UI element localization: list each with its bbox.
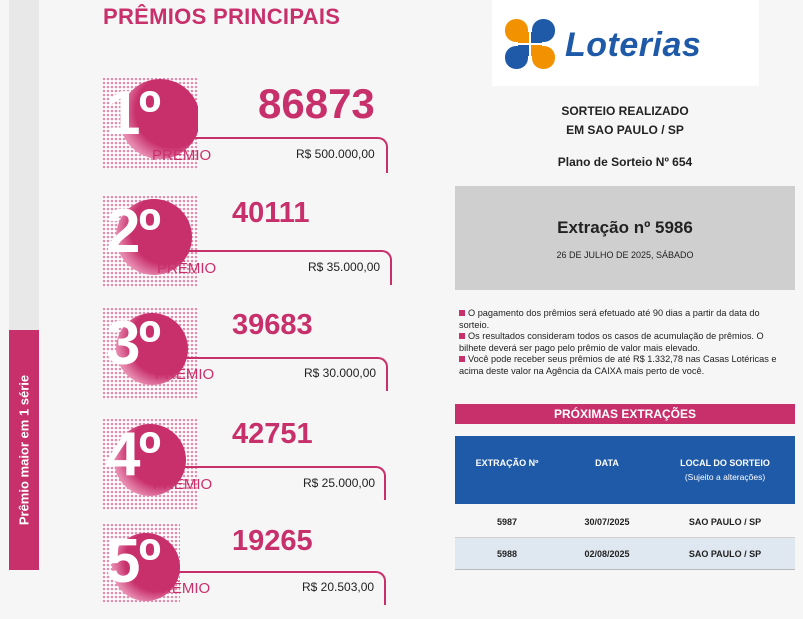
- ordinal: 1º: [106, 79, 160, 148]
- prize-row-1: [100, 77, 400, 177]
- note-text: Os resultados consideram todos os casos de acumulação de prêmios. O bilhete deverá ser pago pelo prêmio de valor mais elevado.: [459, 331, 764, 353]
- cell-data: 30/07/2025: [584, 517, 630, 527]
- table-row: [455, 538, 795, 570]
- logo-wordmark: Loterias: [565, 26, 702, 64]
- ordinal: 5º: [106, 527, 160, 596]
- prize-row-3: [100, 307, 400, 407]
- table-header: [455, 436, 795, 504]
- clover-logo-icon: [504, 18, 556, 70]
- proximas-heading: PRÓXIMAS EXTRAÇÕES: [455, 404, 795, 424]
- sorteio-line-1: SORTEIO REALIZADO: [561, 104, 689, 118]
- prize-label: PRÊMIO: [152, 147, 212, 164]
- prize-number: 86873: [258, 80, 375, 127]
- plano-sorteio: Plano de Sorteio Nº 654: [557, 155, 693, 169]
- sorteio-line-2: EM SAO PAULO / SP: [566, 123, 684, 137]
- ordinal: 4º: [106, 420, 160, 489]
- note-item: [459, 331, 789, 354]
- side-strip-top: [9, 0, 39, 330]
- prize-row-2: [100, 195, 400, 295]
- cell-data: 02/08/2025: [584, 549, 630, 559]
- prize-value: R$ 500.000,00: [296, 147, 375, 161]
- prize-value: R$ 25.000,00: [303, 476, 376, 490]
- prize-row-4: [100, 418, 400, 518]
- table-row: [455, 506, 795, 538]
- note-text: O pagamento dos prêmios será efetuado até 90 dias a partir da data do sorteio.: [459, 308, 760, 330]
- column-header-extracao: EXTRAÇÃO Nº: [475, 458, 539, 468]
- prize-number: 19265: [232, 525, 313, 557]
- bullet-icon: [459, 310, 465, 316]
- prize-label: PRÊMIO: [157, 260, 217, 277]
- prize-row-5: [100, 523, 400, 619]
- cell-extracao: 5987: [496, 517, 518, 527]
- bullet-icon: [459, 356, 465, 362]
- notes: [459, 308, 789, 378]
- page-title: PRÊMIOS PRINCIPAIS: [103, 4, 341, 29]
- prize-number: 39683: [232, 309, 313, 341]
- column-header-local: LOCAL DO SORTEIO: [680, 458, 770, 468]
- note-item: [459, 308, 789, 331]
- ordinal: 2º: [106, 197, 160, 266]
- note-text: Você pode receber seus prêmios de até R$ 1.332,78 nas Casas Lotéricas e acima deste valor na Agência da CAIXA mais perto de você.: [459, 354, 777, 376]
- prize-label: PRÊMIO: [155, 366, 215, 383]
- ordinal: 3º: [106, 309, 160, 378]
- note-item: [459, 354, 789, 377]
- cell-extracao: 5988: [496, 549, 518, 559]
- column-header-data: DATA: [595, 458, 619, 468]
- side-label: Prêmio maior em 1 série: [16, 374, 32, 526]
- prize-label: PRÊMIO: [153, 476, 213, 493]
- column-header-note: (Sujeito a alterações): [684, 472, 766, 482]
- cell-local: SAO PAULO / SP: [688, 517, 762, 527]
- prize-number: 42751: [232, 418, 313, 450]
- prize-value: R$ 30.000,00: [304, 366, 377, 380]
- prize-value: R$ 20.503,00: [302, 580, 375, 594]
- prize-number: 40111: [232, 197, 310, 229]
- prize-value: R$ 35.000,00: [308, 260, 381, 274]
- side-label-wrap: [9, 330, 39, 570]
- bullet-icon: [459, 333, 465, 339]
- extracao-box: [455, 186, 795, 290]
- extracao-date: 26 DE JULHO DE 2025, SÁBADO: [556, 250, 694, 260]
- extracao-title: Extração nº 5986: [557, 218, 693, 237]
- cell-local: SAO PAULO / SP: [688, 549, 762, 559]
- prize-label: PRÊMIO: [151, 580, 211, 597]
